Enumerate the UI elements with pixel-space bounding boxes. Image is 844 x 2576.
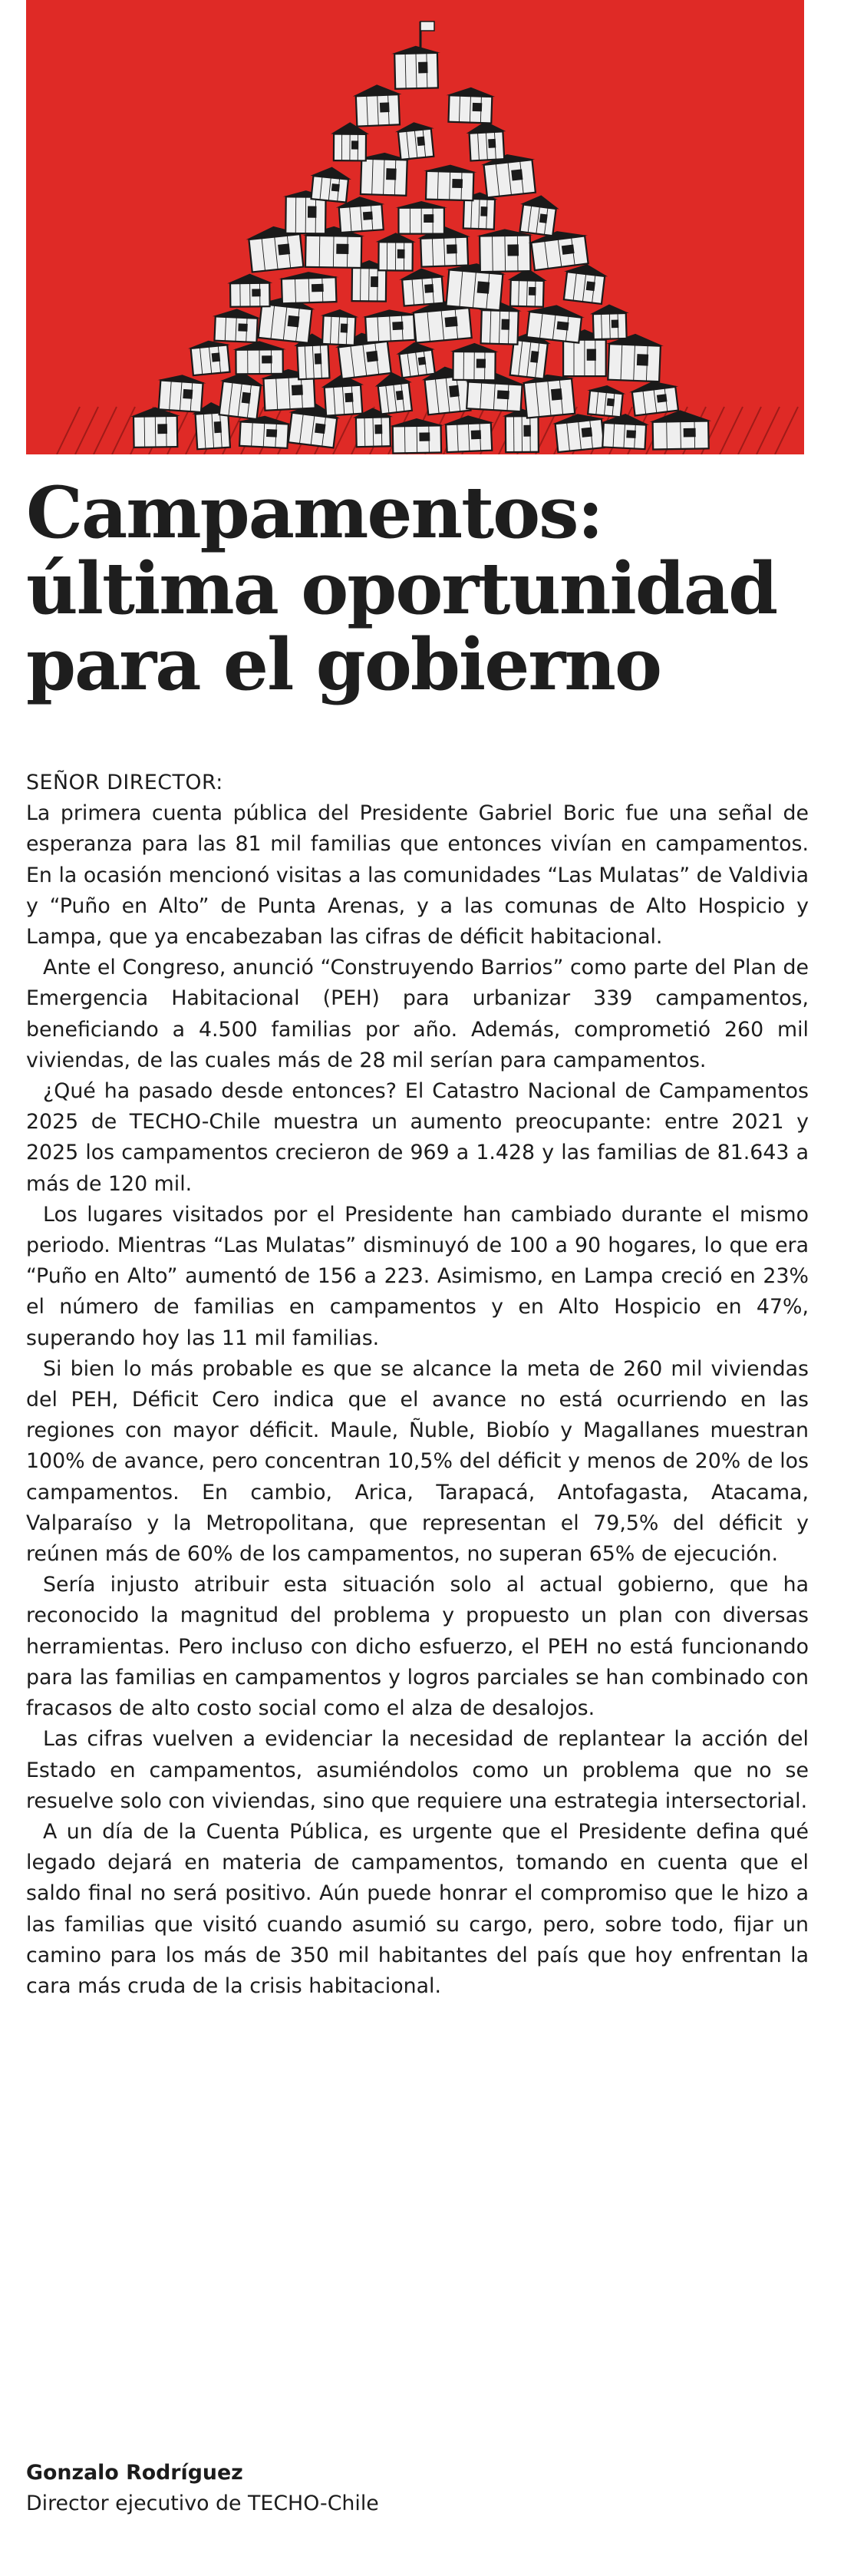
letter-body	[26, 768, 809, 2002]
header-illustration	[26, 0, 804, 454]
paragraph-5: Si bien lo más probable es que se alcance la meta de 260 mil viviendas del PEH, Déficit Cero indica que el avance no está ocurriendo en las regiones con mayor déficit. Maule, Ñuble, Biobío y Magallanes muestran 100% de avance, pero concentran 10,5% del déficit y menos de 20% de los campamentos. En cambio, Arica, Tarapacá, Antofagasta, Atacama, Valparaíso y la Metropolitana, que representan el 79,5% del déficit y reúnen más de 60% de los campamentos, no superan 65% de ejecución.	[26, 1356, 809, 1567]
paragraph-2: Ante el Congreso, anunció “Construyendo Barrios” como parte del Plan de Emergencia Habitacional (PEH) para urbanizar 339 campamentos, beneficiando a 4.500 familias por año. Además, comprometió 260 mil viviendas, de las cuales más de 28 mil serían para campamentos.	[26, 956, 809, 1072]
shack-icon	[395, 201, 447, 234]
paragraph-1: La primera cuenta pública del Presidente Gabriel Boric fue una señal de esperanza para las 81 mil familias que entonces vivían en campamentos. En la ocasión mencionó visitas a las comunidades “Las Mulatas” de Valdivia y “Puño en Alto” de Punta Arenas, y a las comunas de Alto Hospicio y Lampa, que ya encabezaban las cifras de déficit habitacional.	[26, 801, 809, 949]
headline-line-3: para el gobierno	[26, 623, 661, 706]
signature-block	[26, 2458, 809, 2519]
shack-icon	[391, 45, 441, 89]
shack-icon	[476, 229, 533, 272]
headline-line-2: última oportunidad	[26, 547, 777, 630]
paragraph-6: Sería injusto atribuir esta situación solo al actual gobierno, que ha reconocido la magnitud del problema y propuesto un plan con diversas herramientas. Pero incluso con dicho esfuerzo, el PEH no está funcionando para las familias en campamentos y logros parciales se han combinado con fracasos de alto costo social como el alza de desalojos.	[26, 1573, 809, 1721]
salutation: SEÑOR DIRECTOR:	[26, 771, 223, 794]
author-role: Director ejecutivo de TECHO-Chile	[26, 2492, 379, 2515]
headline-line-1: Campamentos:	[26, 471, 602, 554]
paragraph-7: Las cifras vuelven a evidenciar la necesidad de replantear la acción del Estado en campamentos, asumiéndolos como un problema que no se resuelve solo con viviendas, sino que requiere una estrategia intersectorial.	[26, 1727, 809, 1813]
author-name: Gonzalo Rodríguez	[26, 2461, 243, 2485]
shack-pile-illustration	[26, 0, 804, 454]
paragraph-3: ¿Qué ha pasado desde entonces? El Catastro Nacional de Campamentos 2025 de TECHO-Chile muestra un aumento preocupante: entre 2021 y 2025 los campamentos crecieron de 969 a 1.428 y las familias de 81.643 a más de 120 mil.	[26, 1079, 809, 1196]
headline	[26, 471, 824, 706]
paragraph-4: Los lugares visitados por el Presidente han cambiado durante el mismo periodo. Mientras “Las Mulatas” disminuyó de 100 a 90 hogares, lo que era “Puño en Alto” aumentó de 156 a 223. Asimismo, en Lampa creció en 23% el número de familias en campamentos y en Alto Hospicio en 47%, superando hoy las 11 mil familias.	[26, 1202, 809, 1350]
paragraph-8: A un día de la Cuenta Pública, es urgente que el Presidente defina qué legado dejará en materia de campamentos, tomando en cuenta que el saldo final no será positivo. Aún puede honrar el compromiso que le hizo a las familias que visitó cuando asumió su cargo, pero, sobre todo, fijar un camino para los más de 350 mil habitantes del país que hoy enfrentan la cara más cruda de la crisis habitacional.	[26, 1819, 809, 1998]
